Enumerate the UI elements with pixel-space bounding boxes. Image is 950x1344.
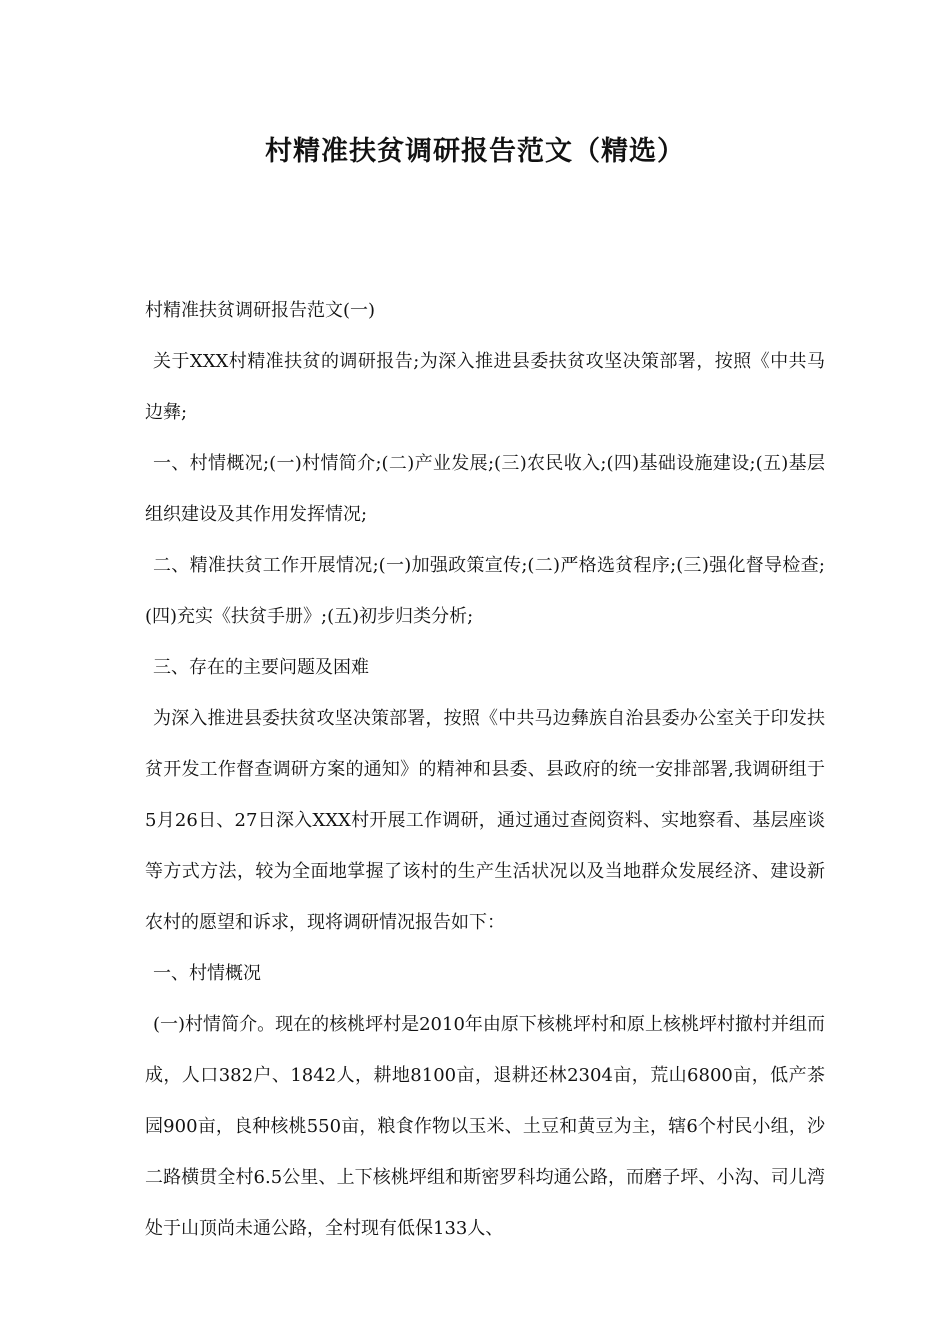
document-title: 村精准扶贫调研报告范文（精选）	[265, 136, 685, 167]
document-body	[145, 285, 825, 1254]
paragraph-outline-3: 三、存在的主要问题及困难	[153, 657, 369, 678]
section-heading-village-overview: 一、村情概况	[153, 963, 261, 984]
paragraph-background: 为深入推进县委扶贫攻坚决策部署，按照《中共马边彝族自治县委办公室关于印发扶贫开发工作督查调研方案的通知》的精神和县委、县政府的统一安排部署,我调研组于5月26日、27日深入XXX村开展工作调研，通过通过查阅资料、实地察看、基层座谈等方式方法，较为全面地掌握了该村的生产生活状况以及当地群众发展经济、建设新农村的愿望和诉求，现将调研情况报告如下：	[145, 708, 825, 933]
paragraph-village-intro: (一)村情简介。现在的核桃坪村是2010年由原下核桃坪村和原上核桃坪村撤村并组而成，人口382户、1842人，耕地8100亩，退耕还林2304亩，荒山6800亩，低产茶园900亩，良种核桃550亩，粮食作物以玉米、土豆和黄豆为主，辖6个村民小组，沙二路横贯全村6.5公里、上下核桃坪组和斯密罗科均通公路，而磨子坪、小沟、司儿湾处于山顶尚未通公路，全村现有低保133人、	[145, 1014, 825, 1239]
paragraph-intro: 关于XXX村精准扶贫的调研报告;为深入推进县委扶贫攻坚决策部署，按照《中共马边彝;	[145, 351, 825, 423]
paragraph-subtitle: 村精准扶贫调研报告范文(一)	[145, 300, 376, 321]
paragraph-outline-2: 二、精准扶贫工作开展情况;(一)加强政策宣传;(二)严格选贫程序;(三)强化督导检查;(四)充实《扶贫手册》;(五)初步归类分析;	[145, 555, 825, 627]
paragraph-outline-1: 一、村情概况;(一)村情简介;(二)产业发展;(三)农民收入;(四)基础设施建设;(五)基层组织建设及其作用发挥情况;	[145, 453, 825, 525]
